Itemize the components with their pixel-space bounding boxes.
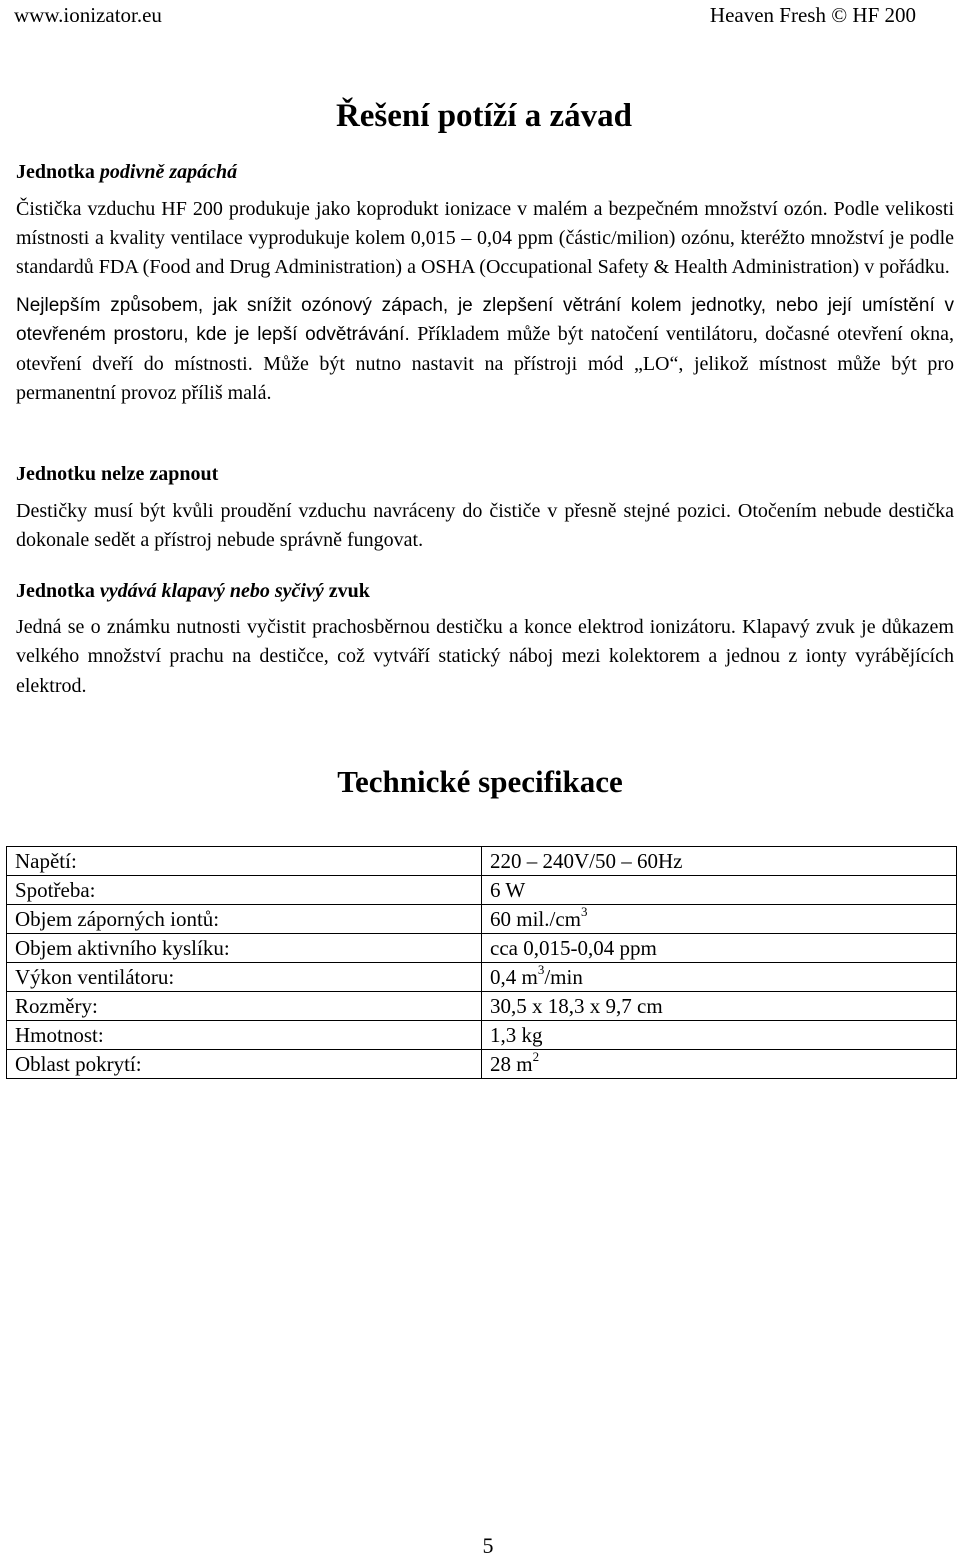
paragraph-ventilation: Nejlepším způsobem, jak snížit ozónový zápach, je zlepšení větrání kolem jednotky, nebo její umístění v otevřeném prostoru, kde je lepší odvětrávání. Příkladem může být natočení ventilátoru, dočasné otevření okna, otevření dveří do místnosti. Může být nutno nastavit na přístroji mód „LO“, jelikož místnost může být pro permanentní provoz příliš malá. (16, 295, 954, 405)
header-product: Heaven Fresh © HF 200 (709, 3, 916, 27)
page-number: 5 (482, 1533, 494, 1558)
spec-label: Objem záporných iontů: (7, 905, 482, 934)
section-heading-power: Jednotku nelze zapnout (16, 463, 219, 485)
spec-label: Objem aktivního kyslíku: (7, 934, 482, 963)
spec-row (7, 876, 957, 905)
spec-label: Hmotnost: (7, 1021, 482, 1050)
header-website: www.ionizator.eu (14, 3, 162, 27)
spec-label: Výkon ventilátoru: (7, 963, 482, 992)
spec-value: 6 W (482, 876, 957, 905)
spec-row (7, 905, 957, 934)
spec-row (7, 847, 957, 876)
spec-value: 60 $mil./cm^3$ (482, 905, 957, 934)
section-heading-noise: Jednotka vydává klapavý nebo syčivý zvuk (16, 580, 370, 602)
spec-value: cca 0,015-0,04 ppm (482, 934, 957, 963)
section-noise (16, 577, 954, 701)
spec-row (7, 963, 957, 992)
section-smell (16, 158, 954, 409)
spec-value: 30,5 x 18,3 x 9,7 cm (482, 992, 957, 1021)
spec-label: Oblast pokrytí: (7, 1050, 482, 1079)
paragraph-ozone: Čistička vzduchu HF 200 produkuje jako koprodukt ionizace v malém a bezpečném množství ozón. Podle velikosti místnosti a kvality ventilace vyprodukuje kolem 0,015 – 0,04 ppm (částic/milion) ozónu, kteréžto množství je podle standardů FDA (Food and Drug Administration) a OSHA (Occupational Safety & Health Administration) v pořádku. (16, 198, 954, 278)
spec-value: 0,4 $m^3/\min$ (482, 963, 957, 992)
spec-row (7, 1050, 957, 1079)
spec-value: 1,3 kg (482, 1021, 957, 1050)
spec-value: 28 $m^2$ (482, 1050, 957, 1079)
spec-title: Technické specifikace (337, 764, 623, 799)
spec-label: Rozměry: (7, 992, 482, 1021)
spec-table (6, 846, 957, 1079)
section-power (16, 460, 954, 555)
spec-row (7, 1021, 957, 1050)
paragraph-plates: Destičky musí být kvůli proudění vzduchu navráceny do čističe v přesně stejné pozici. Otočením nebude destička dokonale sedět a přístroj nebude správně fungovat. (16, 500, 954, 551)
page-title: Řešení potíží a závad (335, 98, 633, 134)
spec-label: Spotřeba: (7, 876, 482, 905)
section-heading-smell: Jednotka podivně zapáchá (16, 161, 238, 183)
spec-label: Napětí: (7, 847, 482, 876)
paragraph-noise: Jedná se o známku nutnosti vyčistit prachosběrnou destičku a konce elektrod ionizátoru. Klapavý zvuk je důkazem velkého množství prachu na destičce, což vytváří statický náboj mezi kolektorem a jednou z ionty vyrábějících elektrod. (16, 616, 954, 697)
spec-value: 220 – 240V/50 – 60Hz (482, 847, 957, 876)
spec-row (7, 934, 957, 963)
spec-row (7, 992, 957, 1021)
